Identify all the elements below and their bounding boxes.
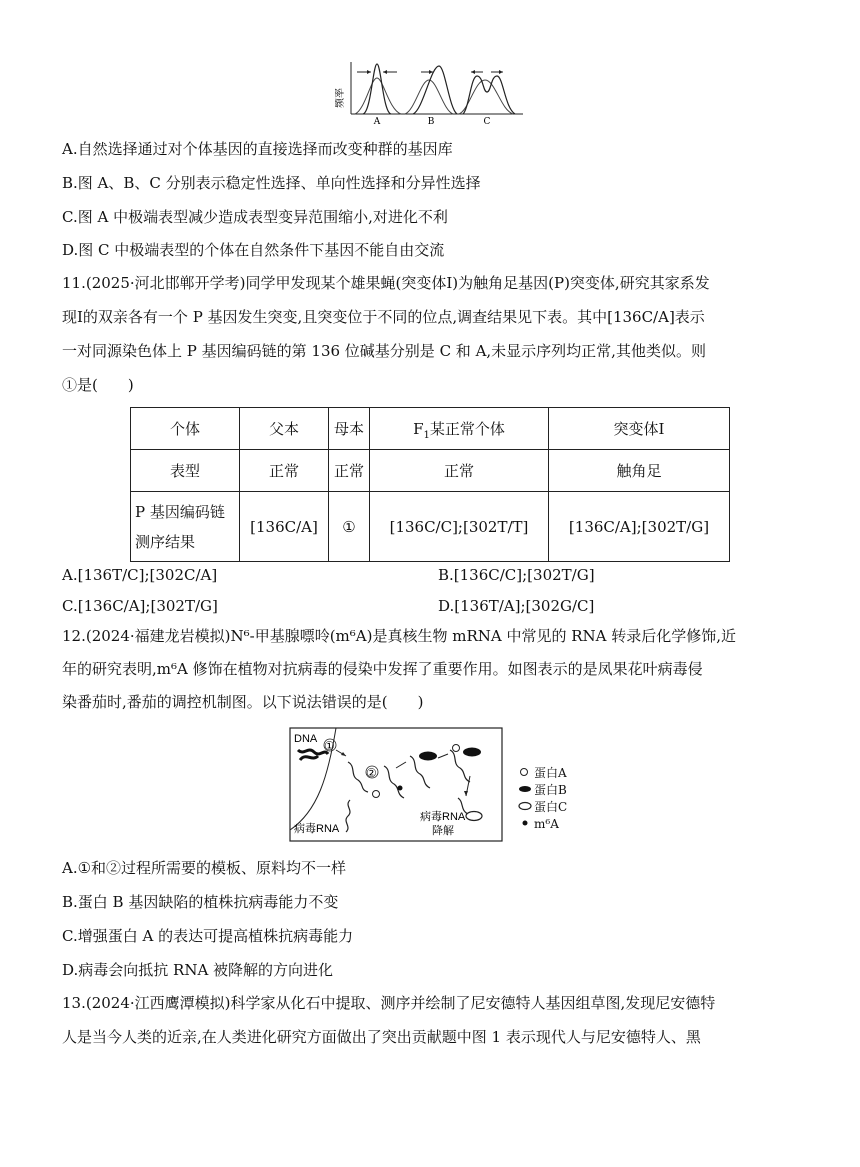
table-cell-blank: ① (329, 492, 370, 562)
table-row-label (131, 492, 240, 562)
legend-m6a: m⁶A (534, 817, 559, 831)
table-cell: [136C/A] (240, 492, 329, 562)
degrade-label-1: 病毒RNA (420, 811, 466, 823)
table-cell: 表型 (131, 450, 240, 492)
selection-curves-figure (335, 58, 525, 126)
q13-line-2: 人是当今人类的近亲,在人类进化研究方面做出了突出贡献题中图 1 表示现代人与尼安德特人、黑 (62, 1028, 701, 1046)
table-cell: [136C/A];[302T/G] (549, 492, 730, 562)
q12-option-b: B.蛋白 B 基因缺陷的植株抗病毒能力不变 (62, 893, 339, 911)
curve-a-original (355, 78, 401, 114)
curve-label-c: C (483, 117, 491, 126)
q10-option-b: B.图 A、B、C 分别表示稳定性选择、单向性选择和分异性选择 (62, 174, 481, 192)
legend-protein-c: 蛋白C (534, 800, 568, 814)
curve-b-original (405, 80, 453, 114)
protein-a-mark (373, 791, 380, 798)
table-header-father: 父本 (240, 408, 329, 450)
q10-option-c: C.图 A 中极端表型减少造成表型变异范围缩小,对进化不利 (62, 208, 448, 226)
table-row-label-part2: 测序结果 (135, 532, 196, 551)
table-header-mother: 母本 (329, 408, 370, 450)
q11-table (130, 407, 730, 562)
degrade-label-2: 降解 (432, 825, 454, 837)
q11-line-4: ①是( ) (62, 376, 134, 394)
q11-line-3: 一对同源染色体上 P 基因编码链的第 136 位碱基分别是 C 和 A,未显示序列均正常,其他类似。则 (62, 342, 706, 360)
q12-option-c: C.增强蛋白 A 的表达可提高植株抗病毒能力 (62, 927, 354, 945)
legend-protein-a: 蛋白A (534, 766, 567, 780)
table-header-individual: 个体 (131, 408, 240, 450)
table-header-f1: $F_1$某正常个体 (370, 408, 549, 450)
table-cell: [136C/C];[302T/T] (370, 492, 549, 562)
q13-line-1: 13.(2024·江西鹰潭模拟)科学家从化石中提取、测序并绘制了尼安德特人基因组草图,发现尼安德特 (62, 994, 716, 1012)
table-row-label-part1: P 基因编码链 (135, 502, 225, 521)
curve-label-b: B (427, 117, 435, 126)
q11-option-a: A.[136T/C];[302C/A] (62, 566, 218, 584)
q12-line-2: 年的研究表明,m⁶A 修饰在植物对抗病毒的侵染中发挥了重要作用。如图表示的是凤果花叶病毒侵 (62, 660, 703, 678)
q11-option-b: B.[136C/C];[302T/G] (438, 566, 595, 584)
table-cell: 正常 (329, 450, 370, 492)
figure-ylabel: 频率 (335, 88, 346, 108)
q10-option-d: D.图 C 中极端表型的个体在自然条件下基因不能自由交流 (62, 241, 445, 259)
q12-option-a: A.①和②过程所需要的模板、原料均不一样 (62, 859, 347, 877)
legend-protein-b: 蛋白B (534, 783, 567, 797)
q12-option-d: D.病毒会向抵抗 RNA 被降解的方向进化 (62, 961, 334, 979)
curve-c-original (459, 80, 513, 114)
curve-b-selected (413, 66, 457, 114)
q11-line-1: 11.(2025·河北邯郸开学考)同学甲发现某个雄果蝇(突变体Ⅰ)为触角足基因(P)突变体,研究其家系发 (62, 274, 710, 292)
curve-label-a: A (373, 117, 381, 126)
q12-line-1: 12.(2024·福建龙岩模拟)N⁶-甲基腺嘌呤(m⁶A)是真核生物 mRNA 中常见的 RNA 转录后化学修饰,近 (62, 627, 737, 645)
q12-line-3: 染番茄时,番茄的调控机制图。以下说法错误的是( ) (62, 693, 424, 711)
table-cell: 触角足 (549, 450, 730, 492)
dna-label: DNA (294, 733, 318, 745)
virus-rna-label: 病毒RNA (294, 823, 340, 835)
table-cell: 正常 (370, 450, 549, 492)
table-cell: 正常 (240, 450, 329, 492)
q11-option-c: C.[136C/A];[302T/G] (62, 597, 218, 615)
step-2-label: ② (366, 766, 377, 780)
q11-line-2: 现Ⅰ的双亲各有一个 P 基因发生突变,且突变位于不同的位点,调查结果见下表。其中[136C/A]表示 (62, 308, 705, 326)
table-header-mutant: 突变体Ⅰ (549, 408, 730, 450)
q11-option-d: D.[136T/A];[302G/C] (438, 597, 595, 615)
q10-option-a: A.自然选择通过对个体基因的直接选择而改变种群的基因库 (62, 140, 453, 158)
step-1-label: ① (324, 739, 335, 753)
